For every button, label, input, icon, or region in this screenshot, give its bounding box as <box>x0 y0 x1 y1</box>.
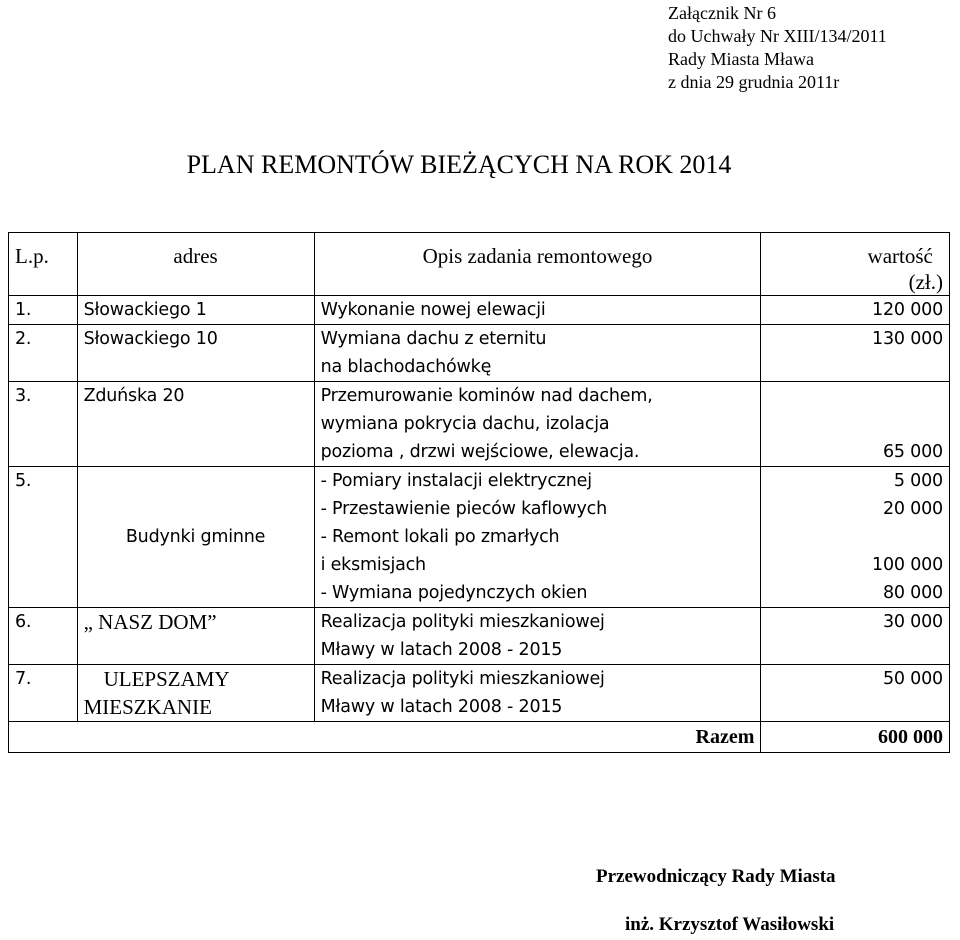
row-5-value: 80 000 <box>882 583 943 603</box>
header-value <box>761 233 950 296</box>
row-3-lp: 3. <box>9 382 78 467</box>
header-address: adres <box>77 233 314 296</box>
row-3-description-line: wymiana pokrycia dachu, izolacja <box>320 414 610 434</box>
total-label: Razem <box>9 722 761 753</box>
annex-line-3: Rady Miasta Mława <box>668 49 814 69</box>
header-description: Opis zadania remontowego <box>314 233 761 296</box>
header-value-line1: wartość <box>867 244 933 268</box>
page-title-text: PLAN REMONTÓW BIEŻĄCYCH NA ROK 2014 <box>186 150 732 179</box>
row-5-address: Budynki gminne <box>77 467 314 608</box>
table-row <box>9 296 950 325</box>
row-7-description <box>314 665 761 722</box>
total-row <box>9 722 950 753</box>
annex-header <box>668 2 887 94</box>
row-3-address: Zduńska 20 <box>77 382 314 467</box>
row-5-values <box>761 467 950 608</box>
row-5-value-blank <box>767 523 943 551</box>
row-3-description-line: pozioma , drzwi wejściowe, elewacja. <box>320 442 640 462</box>
page-title <box>0 150 960 180</box>
row-5-description-line: - Remont lokali po zmarłych <box>320 527 560 547</box>
row-5-description-line: - Przestawienie pieców kaflowych <box>320 499 607 519</box>
row-7-lp: 7. <box>9 665 78 722</box>
row-7-value: 50 000 <box>761 665 950 722</box>
row-5-description-line: - Pomiary instalacji elektrycznej <box>320 471 592 491</box>
repairs-table <box>8 232 950 753</box>
annex-line-2: do Uchwały Nr XIII/134/2011 <box>668 26 887 46</box>
row-6-value: 30 000 <box>761 608 950 665</box>
row-2-value: 130 000 <box>761 325 950 382</box>
annex-line-1: Załącznik Nr 6 <box>668 3 776 23</box>
row-3-description <box>314 382 761 467</box>
header-value-line2: (zł.) <box>908 270 943 294</box>
signature-role: Przewodniczący Rady Miasta <box>596 866 836 887</box>
row-6-description-line: Mławy w latach 2008 - 2015 <box>320 640 563 660</box>
row-2-lp: 2. <box>9 325 78 382</box>
table-row <box>9 665 950 722</box>
annex-line-4: z dnia 29 grudnia 2011r <box>668 72 840 92</box>
row-5-lp: 5. <box>9 467 78 608</box>
row-1-value: 120 000 <box>761 296 950 325</box>
row-7-address <box>77 665 314 722</box>
row-5-value: 20 000 <box>882 499 943 519</box>
row-2-description <box>314 325 761 382</box>
row-3-description-line: Przemurowanie kominów nad dachem, <box>320 386 653 406</box>
row-7-description-line: Realizacja polityki mieszkaniowej <box>320 669 605 689</box>
row-5-description-line: i eksmisjach <box>320 555 426 575</box>
row-5-description <box>314 467 761 608</box>
total-value: 600 000 <box>761 722 950 753</box>
table-row <box>9 608 950 665</box>
row-1-description: Wykonanie nowej elewacji <box>314 296 761 325</box>
table-row <box>9 382 950 467</box>
signature-name: inż. Krzysztof Wasiłowski <box>625 914 835 935</box>
table-row <box>9 325 950 382</box>
table-row <box>9 467 950 608</box>
row-5-value: 100 000 <box>872 555 943 575</box>
row-2-description-line: na blachodachówkę <box>320 357 492 377</box>
row-1-address: Słowackiego 1 <box>77 296 314 325</box>
row-2-description-line: Wymiana dachu z eternitu <box>320 329 547 349</box>
row-1-lp: 1. <box>9 296 78 325</box>
row-5-description-line: - Wymiana pojedynczych okien <box>320 583 588 603</box>
row-7-address-line: ULEPSZAMY <box>103 667 230 691</box>
table-header-row <box>9 233 950 296</box>
row-7-description-line: Mławy w latach 2008 - 2015 <box>320 697 563 717</box>
row-6-address: „ NASZ DOM” <box>77 608 314 665</box>
row-3-value: 65 000 <box>761 382 950 467</box>
row-2-address: Słowackiego 10 <box>77 325 314 382</box>
row-6-description <box>314 608 761 665</box>
row-6-lp: 6. <box>9 608 78 665</box>
row-7-address-line: MIESZKANIE <box>83 695 212 719</box>
row-5-value: 5 000 <box>893 471 943 491</box>
row-6-description-line: Realizacja polityki mieszkaniowej <box>320 612 605 632</box>
header-lp: L.p. <box>9 233 78 296</box>
